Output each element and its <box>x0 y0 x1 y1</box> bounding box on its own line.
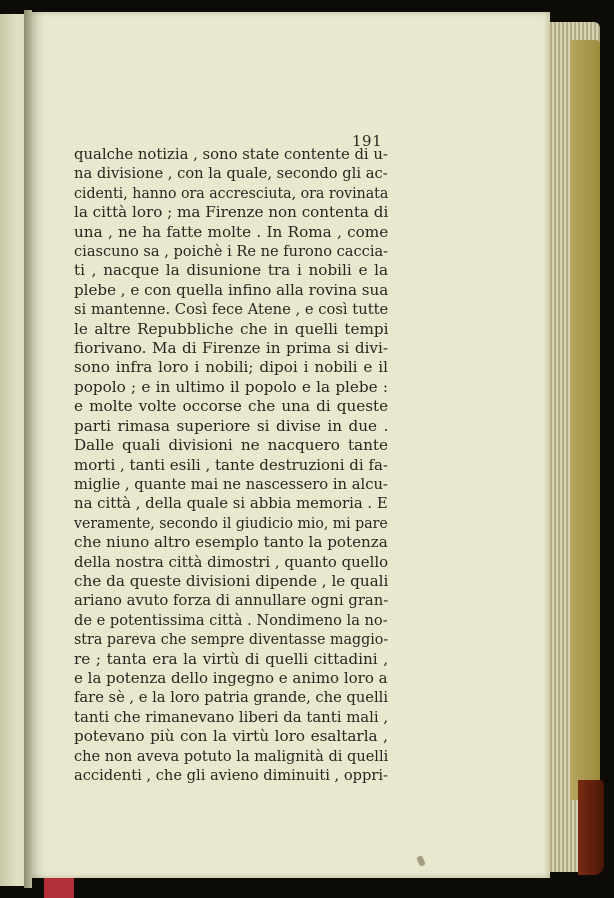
text-line: e molte volte occorse che una di queste <box>74 397 389 416</box>
text-line: morti , tanti esili , tante destruzioni di fa- <box>74 455 389 474</box>
text-line: ciascuno sa , poichè i Re ne furono caccia- <box>74 242 389 261</box>
text-line: cidenti, hanno ora accresciuta, ora rovinata <box>74 183 389 202</box>
text-line: popolo ; e in ultimo il popolo e la plebe : <box>74 377 388 396</box>
text-line: ariano avuto forza di annullare ogni gran- <box>74 591 389 610</box>
ribbon-bookmark <box>44 876 74 898</box>
book-gutter <box>24 10 32 888</box>
page-edge-yellow <box>570 40 600 800</box>
text-line: re ; tanta era la virtù di quelli cittadini , <box>74 649 389 668</box>
text-line: si mantenne. Così fece Atene , e così tutte <box>74 300 389 319</box>
text-line: e la potenza dello ingegno e animo loro a <box>74 668 388 687</box>
text-line: la città loro ; ma Firenze non contenta di <box>74 203 389 222</box>
text-line: ti , nacque la disunione tra i nobili e la <box>74 261 389 280</box>
text-line: de e potentissima città . Nondimeno la no- <box>74 610 388 629</box>
text-line: che non aveva potuto la malignità di quelli <box>74 746 389 765</box>
page-edge-red <box>578 780 604 875</box>
text-line: qualche notizia , sono state contente di u- <box>74 145 388 163</box>
text-line: che niuno altro esemplo tanto la potenza <box>74 533 388 552</box>
page-number: 191 <box>352 132 383 150</box>
text-line: Dalle quali divisioni ne nacquero tante <box>74 436 388 455</box>
text-line: parti rimasa superiore si divise in due . <box>74 416 389 435</box>
text-line: miglie , quante mai ne nascessero in alcu- <box>74 474 388 493</box>
text-line: na divisione , con la quale, secondo gli ac- <box>74 164 388 183</box>
body-text <box>74 145 388 785</box>
text-line: accidenti , che gli avieno diminuiti , oppri- <box>74 766 388 784</box>
text-line: tanti che rimanevano liberi da tanti mali , <box>74 707 389 726</box>
text-line: stra pareva che sempre diventasse maggio- <box>74 630 389 649</box>
text-line: le altre Repubbliche che in quelli tempi <box>74 319 389 338</box>
text-line: della nostra città dimostri , quanto quello <box>74 552 389 571</box>
text-line: na città , della quale si abbia memoria . E <box>74 494 388 513</box>
text-line: plebe , e con quella infino alla rovina sua <box>74 280 389 299</box>
text-line: veramente, secondo il giudicio mio, mi pare <box>74 513 388 532</box>
text-line: che da queste divisioni dipende , le quali <box>74 571 389 590</box>
text-line: sono infra loro i nobili; dipoi i nobili e il <box>74 358 388 377</box>
text-line: fiorivano. Ma di Firenze in prima si divi- <box>74 339 388 358</box>
text-line: potevano più con la virtù loro esaltarla , <box>74 727 388 746</box>
text-line: una , ne ha fatte molte . In Roma , come <box>74 222 389 241</box>
text-line: fare sè , e la loro patria grande, che quelli <box>74 688 389 707</box>
